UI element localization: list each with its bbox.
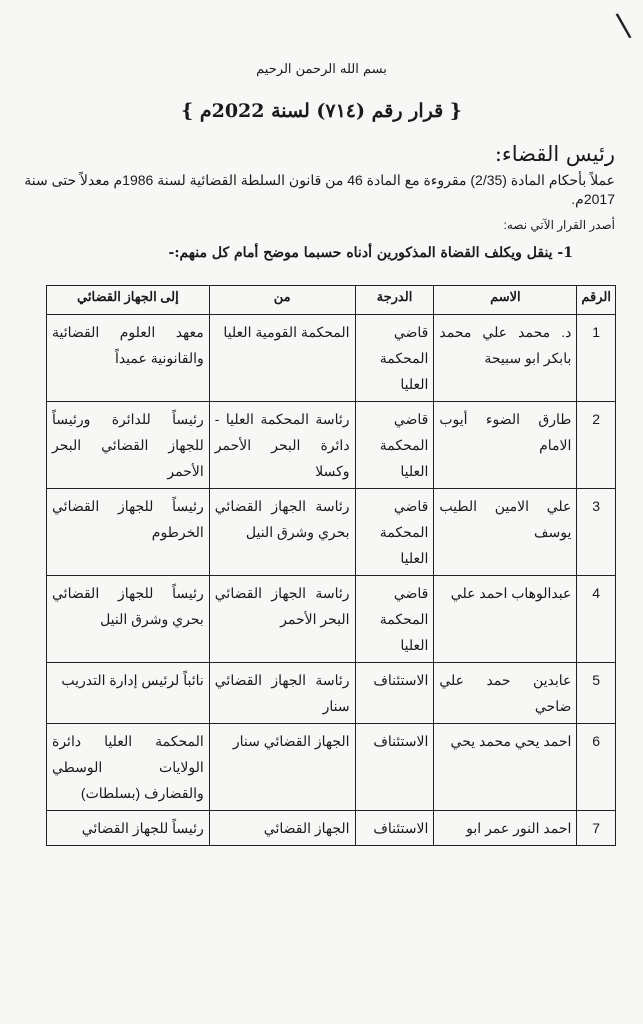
row-name: احمد يحي محمد يحي [434, 724, 577, 811]
table-row [47, 811, 616, 846]
table-row [47, 663, 616, 724]
row-from: الجهاز القضائي سنار [209, 724, 355, 811]
row-num: 7 [577, 811, 616, 846]
row-name: د. محمد علي محمد بابكر ابو سبيحة [434, 315, 577, 402]
row-to: رئيساً للدائرة ورئيساً للجهاز القضائي البحر الأحمر [47, 402, 210, 489]
handwritten-page-mark: \ [614, 5, 633, 45]
row-grade: قاضي المحكمة العليا [355, 576, 434, 663]
row-num: 6 [577, 724, 616, 811]
row-to: معهد العلوم القضائية والقانونية عميداً [47, 315, 210, 402]
row-from: رئاسة المحكمة العليا - دائرة البحر الأحمر وكسلا [209, 402, 355, 489]
table-row [47, 315, 616, 402]
row-from: رئاسة الجهاز القضائي سنار [209, 663, 355, 724]
row-from: الجهاز القضائي [209, 811, 355, 846]
row-name: عابدين حمد علي ضاحي [434, 663, 577, 724]
row-grade: قاضي المحكمة العليا [355, 315, 434, 402]
row-num: 4 [577, 576, 616, 663]
header-grade: الدرجة [355, 286, 434, 315]
table-row [47, 724, 616, 811]
clause-1: 1- ينقل ويكلف القضاة المذكورين أدناه حسبما موضح أمام كل منهم:- [168, 245, 573, 261]
row-num: 5 [577, 663, 616, 724]
header-num: الرقم [577, 286, 616, 315]
row-from: رئاسة الجهاز القضائي البحر الأحمر [209, 576, 355, 663]
issued-statement: أصدر القرار الآتي نصه: [503, 218, 615, 232]
assignments-table [46, 285, 616, 846]
row-num: 1 [577, 315, 616, 402]
preamble-text: عملاً بأحكام المادة (2/35) مقروءة مع المادة 46 من قانون السلطة القضائية لسنة 1986م معدلاً حتى سنة 2017م. [24, 172, 615, 207]
decision-title: { قرار رقم (٧١٤) لسنة 2022م } [181, 100, 462, 122]
row-to: رئيساً للجهاز القضائي بحري وشرق النيل [47, 576, 210, 663]
row-num: 3 [577, 489, 616, 576]
row-to: نائباً لرئيس إدارة التدريب [47, 663, 210, 724]
row-to: المحكمة العليا دائرة الولايات الوسطي والقضارف (بسلطات) [47, 724, 210, 811]
row-to: رئيساً للجهاز القضائي [47, 811, 210, 846]
row-grade: الاستئناف [355, 724, 434, 811]
table-header-row [47, 286, 616, 315]
row-name: عبدالوهاب احمد علي [434, 576, 577, 663]
header-to: إلى الجهاز القضائي [47, 286, 210, 315]
row-num: 2 [577, 402, 616, 489]
row-name: طارق الضوء أيوب الامام [434, 402, 577, 489]
basmala: بسم الله الرحمن الرحيم [256, 62, 387, 77]
header-from: من [209, 286, 355, 315]
row-name: احمد النور عمر ابو [434, 811, 577, 846]
row-from: المحكمة القومية العليا [209, 315, 355, 402]
header-name: الاسم [434, 286, 577, 315]
row-from: رئاسة الجهاز القضائي بحري وشرق النيل [209, 489, 355, 576]
row-grade: قاضي المحكمة العليا [355, 489, 434, 576]
row-to: رئيساً للجهاز القضائي الخرطوم [47, 489, 210, 576]
row-grade: قاضي المحكمة العليا [355, 402, 434, 489]
row-name: علي الامين الطيب يوسف [434, 489, 577, 576]
recipient-heading: رئيس القضاء: [494, 142, 615, 166]
table-row [47, 489, 616, 576]
row-grade: الاستئناف [355, 811, 434, 846]
row-grade: الاستئناف [355, 663, 434, 724]
table-row [47, 576, 616, 663]
table-row [47, 402, 616, 489]
